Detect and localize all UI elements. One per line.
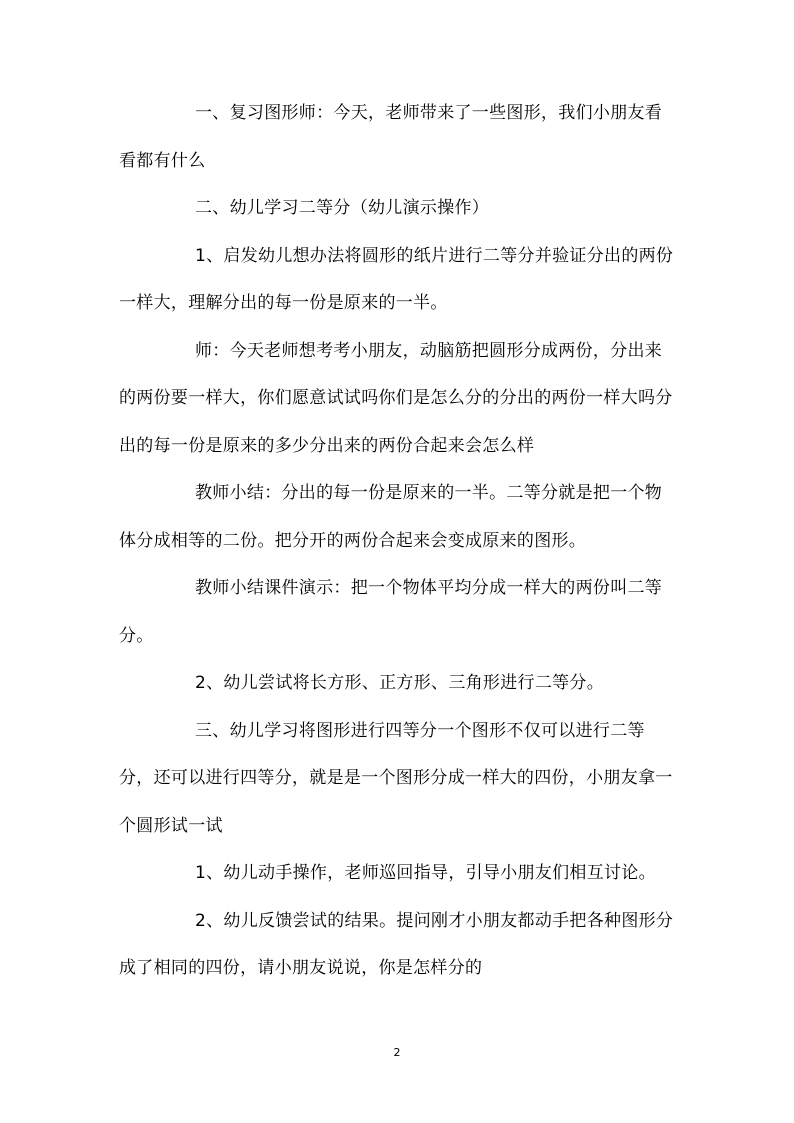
paragraph-hands-on: 1、幼儿动手操作，老师巡回指导，引导小朋友们相互讨论。 bbox=[195, 863, 656, 883]
page-number: 2 bbox=[393, 1046, 401, 1059]
paragraph-section-three: 三、幼儿学习将图形进行四等分一个图形不仅可以进行二等分，还可以进行四等分，就是是一个图形分成一样大的四份，小朋友拿一个圆形试一试 bbox=[119, 720, 673, 836]
paragraph-feedback: 2、幼儿反馈尝试的结果。提问刚才小朋友都动手把各种图形分成了相同的四份，请小朋友说说，你是怎样分的 bbox=[119, 910, 674, 978]
paragraph-courseware-demo: 教师小结课件演示：把一个物体平均分成一样大的两份叫二等分。 bbox=[119, 578, 663, 646]
paragraph-teacher-question: 师：今天老师想考考小朋友，动脑筋把圆形分成两份，分出来的两份要一样大，你们愿意试试吗你们是怎么分的分出的两份一样大吗分出的每一份是原来的多少分出来的两份合起来会怎么样 bbox=[119, 340, 673, 456]
document-body bbox=[119, 90, 679, 993]
paragraph-step-2-shapes: 2、幼儿尝试将长方形、正方形、三角形进行二等分。 bbox=[195, 673, 605, 693]
paragraph-step-1-halving: 1、启发幼儿想办法将圆形的纸片进行二等分并验证分出的两份一样大，理解分出的每一份是原来的一半。 bbox=[119, 245, 674, 313]
paragraph-section-two-heading: 二、幼儿学习二等分（幼儿演示操作） bbox=[195, 198, 490, 218]
paragraph-review-shapes: 一、复习图形师：今天，老师带来了一些图形，我们小朋友看看都有什么 bbox=[119, 103, 663, 171]
paragraph-teacher-summary: 教师小结：分出的每一份是原来的一半。二等分就是把一个物体分成相等的二份。把分开的两份合起来会变成原来的图形。 bbox=[119, 483, 663, 551]
